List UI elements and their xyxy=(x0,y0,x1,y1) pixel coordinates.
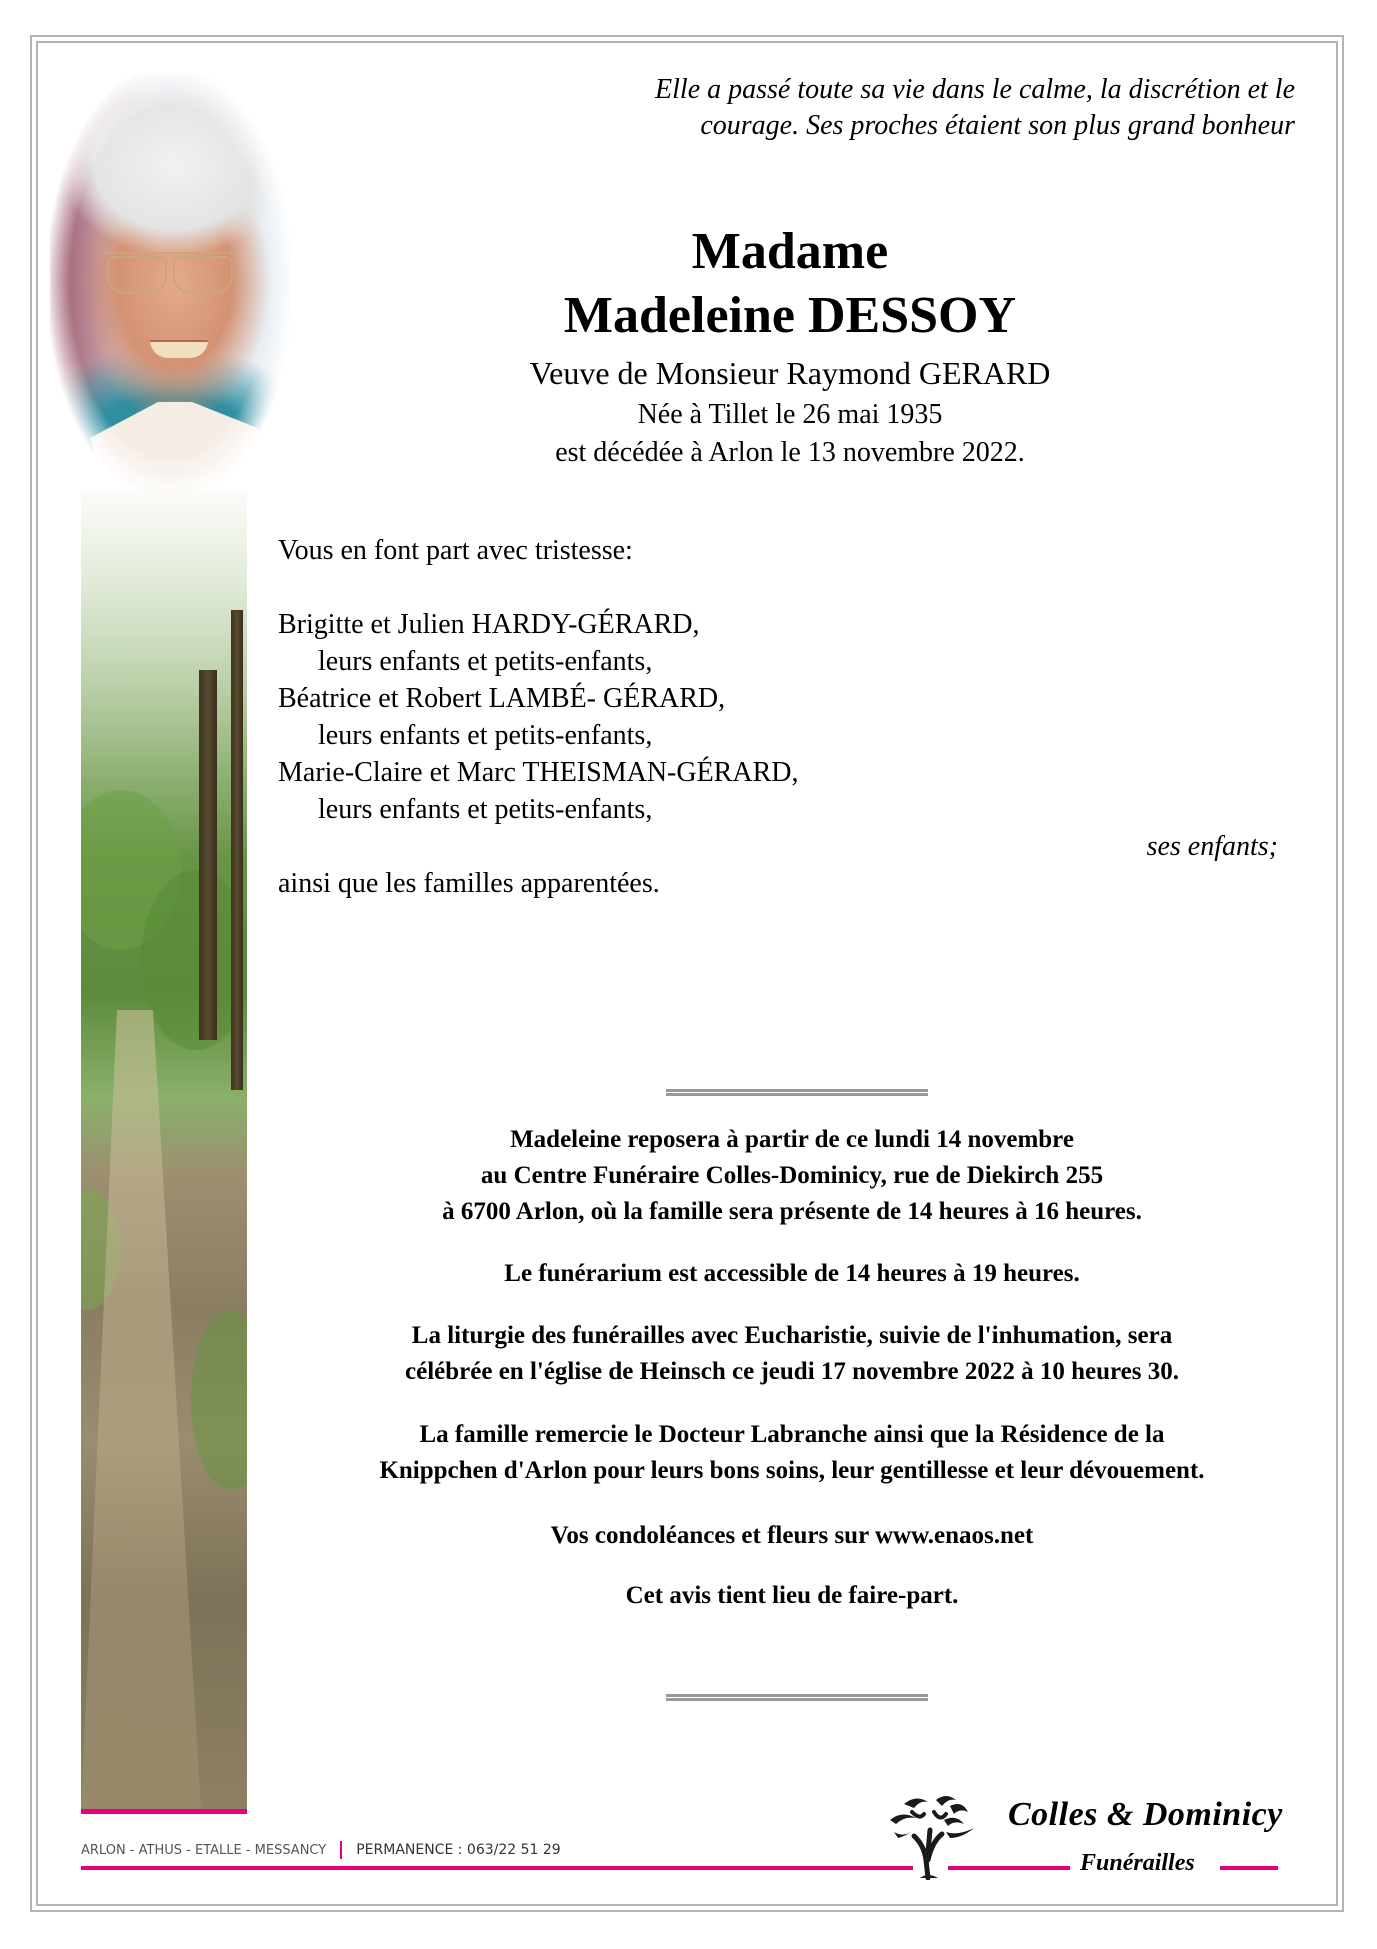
liturgy-info xyxy=(282,1318,1302,1390)
footer-separator xyxy=(340,1841,342,1859)
reposing-line: à 6700 Arlon, où la famille sera présente de 14 heures à 16 heures. xyxy=(442,1198,1142,1225)
footer-locations: ARLON - ATHUS - ETALLE - MESSANCY xyxy=(81,1842,327,1858)
divider xyxy=(666,1089,928,1096)
thanks-line: Knippchen d'Arlon pour leurs bons soins, leur gentillesse et leur dévouement. xyxy=(379,1457,1205,1484)
family-descendants: leurs enfants et petits-enfants, xyxy=(318,794,653,825)
footer-accent-line xyxy=(1220,1866,1278,1870)
death-info: est décédée à Arlon le 13 novembre 2022. xyxy=(555,437,1025,468)
thanks-line: La famille remercie le Docteur Labranche ainsi que la Résidence de la xyxy=(419,1421,1165,1448)
reposing-info xyxy=(282,1122,1302,1230)
reposing-line: au Centre Funéraire Colles-Dominicy, rue de Diekirch 255 xyxy=(480,1162,1104,1189)
tree-icon xyxy=(884,1790,979,1880)
footer-contact xyxy=(81,1841,561,1859)
reposing-line: Madeleine reposera à partir de ce lundi 14 novembre xyxy=(510,1126,1074,1153)
funerarium-hours: Le funérarium est accessible de 14 heures à 19 heures. xyxy=(504,1260,1080,1287)
brand-name: Colles & Dominicy xyxy=(1008,1796,1283,1833)
liturgy-line: célébrée en l'église de Heinsch ce jeudi 17 novembre 2022 à 10 heures 30. xyxy=(405,1358,1179,1385)
thanks-info xyxy=(282,1417,1302,1489)
liturgy-line: La liturgie des funérailles avec Eucharistie, suivie de l'inhumation, sera xyxy=(411,1322,1173,1349)
honorific: Madame xyxy=(691,223,889,280)
quote-line: courage. Ses proches étaient son plus grand bonheur xyxy=(700,110,1295,141)
accent-bar xyxy=(81,1809,247,1814)
family-name: Béatrice et Robert LAMBÉ- GÉRARD, xyxy=(278,683,726,714)
announcement-closing: ainsi que les familles apparentées. xyxy=(278,868,660,899)
widow-of: Veuve de Monsieur Raymond GERARD xyxy=(529,355,1051,391)
footer-permanence: PERMANENCE : 063/22 51 29 xyxy=(356,1842,561,1858)
family-descendants: leurs enfants et petits-enfants, xyxy=(318,720,653,751)
footer-accent-line xyxy=(81,1866,913,1870)
epitaph-quote xyxy=(535,72,1295,144)
announcement-intro: Vous en font part avec tristesse: xyxy=(278,535,633,566)
portrait-photo xyxy=(50,72,290,492)
notice-text: Cet avis tient lieu de faire-part. xyxy=(625,1582,959,1609)
divider xyxy=(666,1694,928,1701)
quote-line: Elle a passé toute sa vie dans le calme, la discrétion et le xyxy=(655,74,1295,105)
family-announcement xyxy=(278,532,1278,902)
brand-subtitle: Funérailles xyxy=(1080,1850,1195,1876)
forest-path-image xyxy=(81,490,247,1810)
family-name: Marie-Claire et Marc THEISMAN-GÉRARD, xyxy=(278,757,799,788)
family-descendants: leurs enfants et petits-enfants, xyxy=(318,646,653,677)
deceased-name: Madeleine DESSOY xyxy=(563,287,1017,344)
birth-info: Née à Tillet le 26 mai 1935 xyxy=(637,399,943,430)
family-name: Brigitte et Julien HARDY-GÉRARD, xyxy=(278,609,700,640)
condolences-link: Vos condoléances et fleurs sur www.enaos.net xyxy=(550,1522,1034,1549)
relation-label: ses enfants; xyxy=(1146,831,1278,862)
